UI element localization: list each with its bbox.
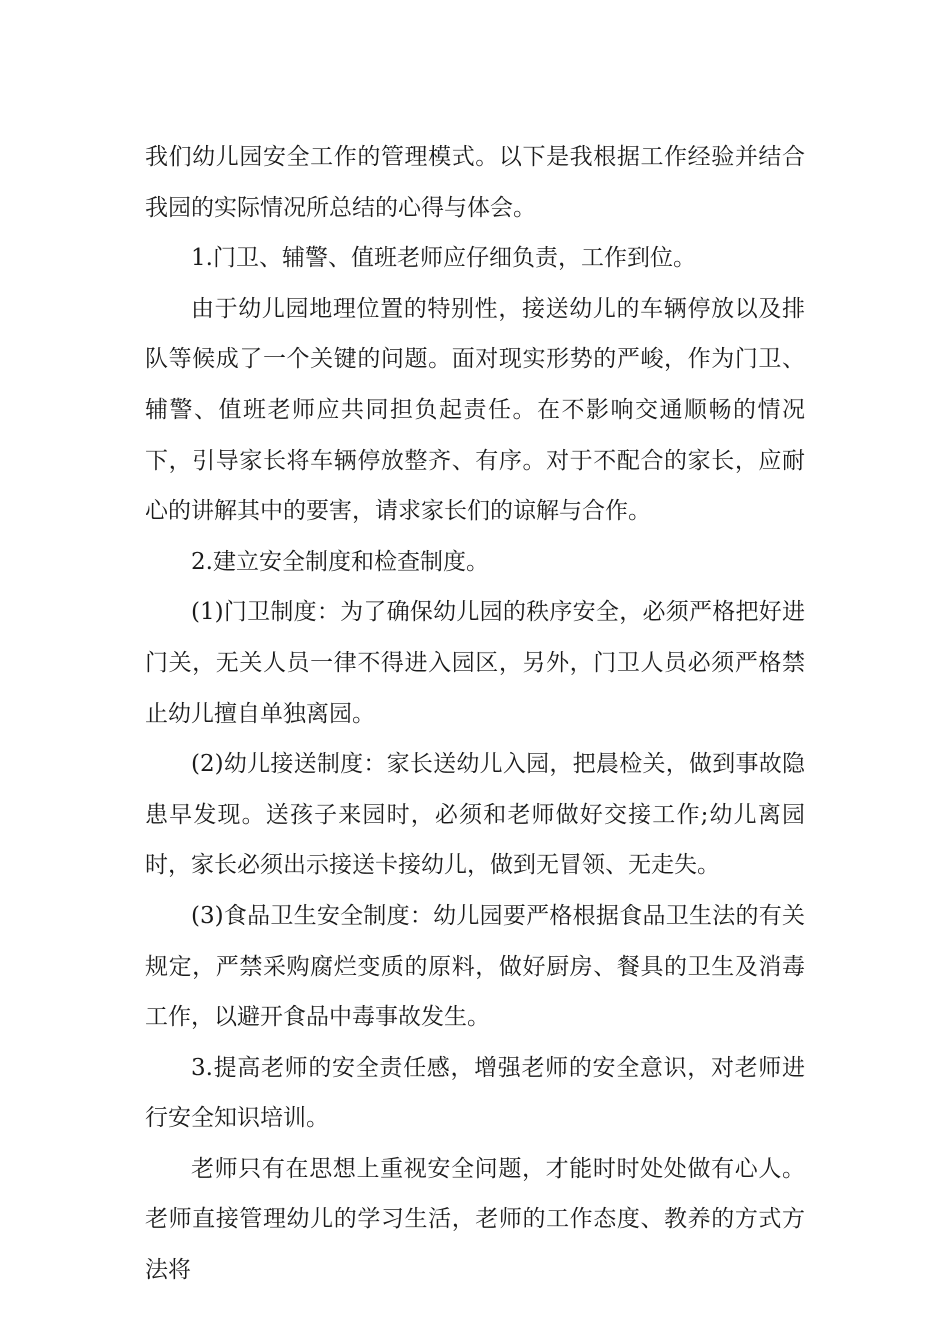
paragraph-item-3-body: 老师只有在思想上重视安全问题，才能时时处处做有心人。老师直接管理幼儿的学习生活，老师的工作态度、教养的方式方法将 (145, 1155, 805, 1284)
paragraph-item-1-body: 由于幼儿园地理位置的特别性，接送幼儿的车辆停放以及排队等候成了一个关键的问题。面对现实形势的严峻，作为门卫、辅警、值班老师应共同担负起责任。在不影响交通顺畅的情况下，引导家长将车辆停放整齐、有序。对于不配合的家长，应耐心的讲解其中的要害，请求家长们的谅解与合作。 (145, 295, 805, 525)
heading-item-3: 3.提高老师的安全责任感，增强老师的安全意识，对老师进行安全知识培训。 (145, 1054, 805, 1132)
paragraph-continuation: 我们幼儿园安全工作的管理模式。以下是我根据工作经验并结合我园的实际情况所总结的心得与体会。 (145, 144, 805, 221)
heading-item-1: 1.门卫、辅警、值班老师应仔细负责，工作到位。 (191, 245, 696, 272)
paragraph-food-safety-system: (3)食品卫生安全制度：幼儿园要严格根据食品卫生法的有关规定，严禁采购腐烂变质的原料，做好厨房、餐具的卫生及消毒工作，以避开食品中毒事故发生。 (145, 902, 805, 1031)
document-body (145, 132, 805, 1296)
paragraph-gate-system: (1)门卫制度：为了确保幼儿园的秩序安全，必须严格把好进门关，无关人员一律不得进入园区，另外，门卫人员必须严格禁止幼儿擅自单独离园。 (145, 599, 805, 727)
paragraph-pickup-system: (2)幼儿接送制度：家长送幼儿入园，把晨检关，做到事故隐患早发现。送孩子来园时，必须和老师做好交接工作;幼儿离园时，家长必须出示接送卡接幼儿，做到无冒领、无走失。 (145, 751, 805, 879)
heading-item-2: 2.建立安全制度和检查制度。 (191, 548, 489, 575)
